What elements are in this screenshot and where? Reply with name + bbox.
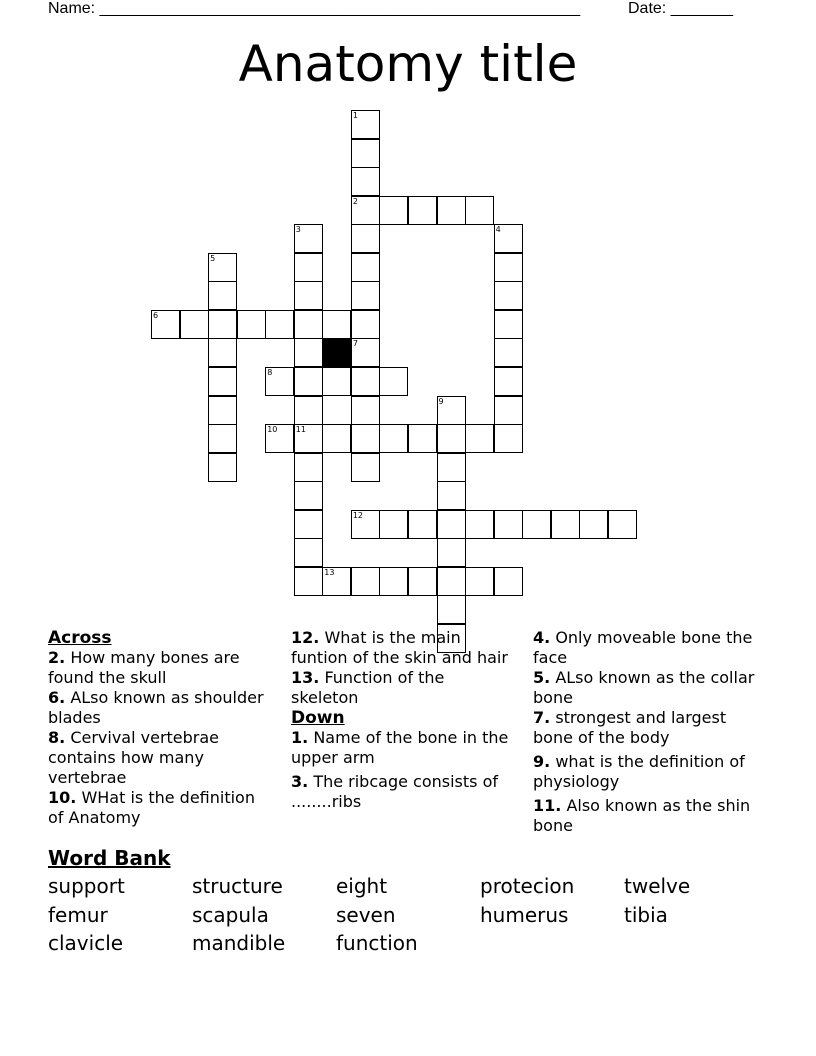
crossword-cell[interactable]	[465, 567, 494, 596]
clue-number: 8	[267, 367, 273, 377]
down-heading: Down	[291, 708, 345, 728]
clue-number: 12	[352, 510, 364, 520]
crossword-cell[interactable]	[294, 538, 323, 567]
clue-number: 10	[267, 425, 278, 435]
date-field[interactable]: Date: _______	[628, 0, 733, 17]
page-title: Anatomy title	[238, 35, 578, 93]
clue-number: 3	[295, 225, 301, 235]
crossword-cell[interactable]	[351, 110, 380, 139]
crossword-cell[interactable]	[237, 310, 266, 339]
crossword-cell[interactable]	[322, 424, 351, 453]
clue-number: 2	[352, 196, 358, 206]
crossword-cell[interactable]	[408, 196, 437, 225]
crossword-cell[interactable]	[208, 281, 237, 310]
crossword-cell[interactable]	[294, 281, 323, 310]
crossword-cell[interactable]	[294, 510, 323, 539]
clue-across-6: 6. ALso known as shoulder blades	[48, 688, 264, 727]
clue-down-9: 9. what is the definition of physiology	[533, 752, 745, 791]
word-bank-heading: Word Bank	[48, 846, 171, 870]
crossword-cell[interactable]	[294, 367, 323, 396]
crossword-cell[interactable]	[208, 396, 237, 425]
clue-number: 11	[295, 425, 306, 435]
clue-number: 5	[210, 253, 216, 263]
crossword-cell[interactable]	[351, 424, 380, 453]
crossword-cell[interactable]	[465, 510, 494, 539]
crossword-cell[interactable]	[465, 196, 494, 225]
word-bank-item: function	[336, 931, 418, 955]
crossword-cell[interactable]	[437, 510, 466, 539]
crossword-cell[interactable]	[608, 510, 637, 539]
word-bank-item: twelve	[624, 874, 691, 898]
clue-down-4: 4. Only moveable bone the face	[533, 628, 753, 667]
crossword-cell[interactable]	[180, 310, 209, 339]
crossword-cell[interactable]	[265, 367, 294, 396]
crossword-cell[interactable]	[494, 310, 523, 339]
crossword-cell[interactable]	[351, 224, 380, 253]
crossword-cell[interactable]	[408, 567, 437, 596]
crossword-cell[interactable]	[379, 567, 408, 596]
clue-across-13: 13. Function of the skeleton	[291, 668, 445, 707]
crossword-cell[interactable]	[208, 453, 237, 482]
word-bank	[48, 872, 768, 958]
word-bank-item: scapula	[192, 902, 269, 927]
crossword-cell[interactable]	[494, 567, 523, 596]
clue-across-2: 2. How many bones are found the skull	[48, 648, 240, 687]
crossword-cell[interactable]	[494, 367, 523, 396]
crossword-cell[interactable]	[437, 481, 466, 510]
word-bank-item: structure	[192, 874, 283, 898]
crossword-cell[interactable]	[351, 567, 380, 596]
crossword-cell[interactable]	[379, 510, 408, 539]
clue-number: 9	[438, 396, 444, 406]
crossword-cell[interactable]	[437, 567, 466, 596]
crossword-cell[interactable]	[351, 396, 380, 425]
crossword-cell[interactable]	[437, 196, 466, 225]
crossword-cell[interactable]	[494, 510, 523, 539]
crossword-cell[interactable]	[208, 253, 237, 282]
crossword-cell[interactable]	[437, 396, 466, 425]
crossword-cell[interactable]	[351, 367, 380, 396]
name-field[interactable]: Name: ______________________________________________________	[48, 0, 581, 17]
crossword-cell[interactable]	[494, 396, 523, 425]
clue-down-11: 11. Also known as the shin bone	[533, 796, 751, 835]
crossword-cell[interactable]	[465, 424, 494, 453]
crossword-cell[interactable]	[351, 253, 380, 282]
crossword-cell[interactable]	[351, 281, 380, 310]
crossword-cell[interactable]	[494, 224, 523, 253]
clue-number: 7	[352, 339, 358, 349]
word-bank-item: femur	[48, 902, 108, 927]
clue-down-7: 7. strongest and largest bone of the body	[533, 708, 727, 747]
crossword-cell[interactable]	[208, 310, 237, 339]
clue-number: 4	[495, 225, 501, 235]
crossword-cell[interactable]	[408, 510, 437, 539]
crossword-cell[interactable]	[294, 481, 323, 510]
clue-down-5: 5. ALso known as the collar bone	[533, 668, 755, 707]
crossword-cell[interactable]	[379, 367, 408, 396]
clue-number: 1	[352, 111, 358, 120]
word-bank-item: tibia	[624, 902, 668, 927]
clue-down-1: 1. Name of the bone in the upper arm	[291, 728, 509, 767]
crossword-cell[interactable]	[208, 367, 237, 396]
crossword-cell[interactable]	[551, 510, 580, 539]
crossword-cell[interactable]	[437, 424, 466, 453]
clues-column-1	[48, 628, 273, 828]
crossword-cell[interactable]	[437, 453, 466, 482]
crossword-cell[interactable]	[494, 424, 523, 453]
crossword-cell[interactable]	[379, 424, 408, 453]
clue-across-10: 10. WHat is the definition of Anatomy	[48, 788, 255, 827]
word-bank-item: support	[48, 874, 125, 898]
word-bank-item: mandible	[192, 931, 286, 955]
crossword-cell[interactable]	[265, 310, 294, 339]
crossword-cell[interactable]	[294, 396, 323, 425]
crossword-cell[interactable]	[494, 338, 523, 367]
clue-across-12: 12. What is the main funtion of the skin and hair	[291, 628, 508, 667]
clues-column-2	[291, 628, 516, 812]
crossword-cell[interactable]	[408, 424, 437, 453]
crossword-cell[interactable]	[208, 424, 237, 453]
crossword-cell[interactable]	[351, 338, 380, 367]
word-bank-item: humerus	[480, 902, 569, 927]
clue-across-8: 8. Cervival vertebrae contains how many vertebrae	[48, 728, 220, 787]
crossword-cell[interactable]	[322, 567, 351, 596]
crossword-cell[interactable]	[379, 196, 408, 225]
crossword-cell[interactable]	[294, 338, 323, 367]
crossword-cell[interactable]	[322, 367, 351, 396]
word-bank-item: seven	[336, 902, 396, 927]
word-bank-item: clavicle	[48, 931, 124, 955]
crossword-cell[interactable]	[351, 167, 380, 196]
clue-down-3: 3. The ribcage consists of ........ribs	[291, 772, 498, 811]
crossword-cell[interactable]	[437, 538, 466, 567]
clue-number: 6	[153, 310, 159, 320]
crossword-cell[interactable]	[294, 224, 323, 253]
word-bank-item: eight	[336, 874, 388, 898]
clues-column-3	[533, 628, 758, 836]
crossword-cell[interactable]	[494, 281, 523, 310]
crossword-cell[interactable]	[579, 510, 608, 539]
shaded-square	[322, 338, 351, 367]
crossword-cell[interactable]	[494, 253, 523, 282]
crossword-cell[interactable]	[294, 310, 323, 339]
crossword-cell[interactable]	[351, 510, 380, 539]
crossword-cell[interactable]	[437, 595, 466, 624]
across-heading: Across	[48, 628, 112, 648]
crossword-cell[interactable]	[351, 139, 380, 168]
crossword-cell[interactable]	[294, 567, 323, 596]
word-bank-item: protecion	[480, 874, 575, 898]
crossword-cell[interactable]	[294, 453, 323, 482]
crossword-cell[interactable]	[522, 510, 551, 539]
crossword-cell[interactable]	[322, 310, 351, 339]
crossword-cell[interactable]	[265, 424, 294, 453]
crossword-cell[interactable]	[294, 424, 323, 453]
clue-number: 13	[324, 567, 335, 577]
crossword-cell[interactable]	[351, 196, 380, 225]
crossword-cell[interactable]	[351, 453, 380, 482]
crossword-cell[interactable]	[208, 338, 237, 367]
crossword-cell[interactable]	[294, 253, 323, 282]
crossword-cell[interactable]	[151, 310, 180, 339]
crossword-cell[interactable]	[351, 310, 380, 339]
